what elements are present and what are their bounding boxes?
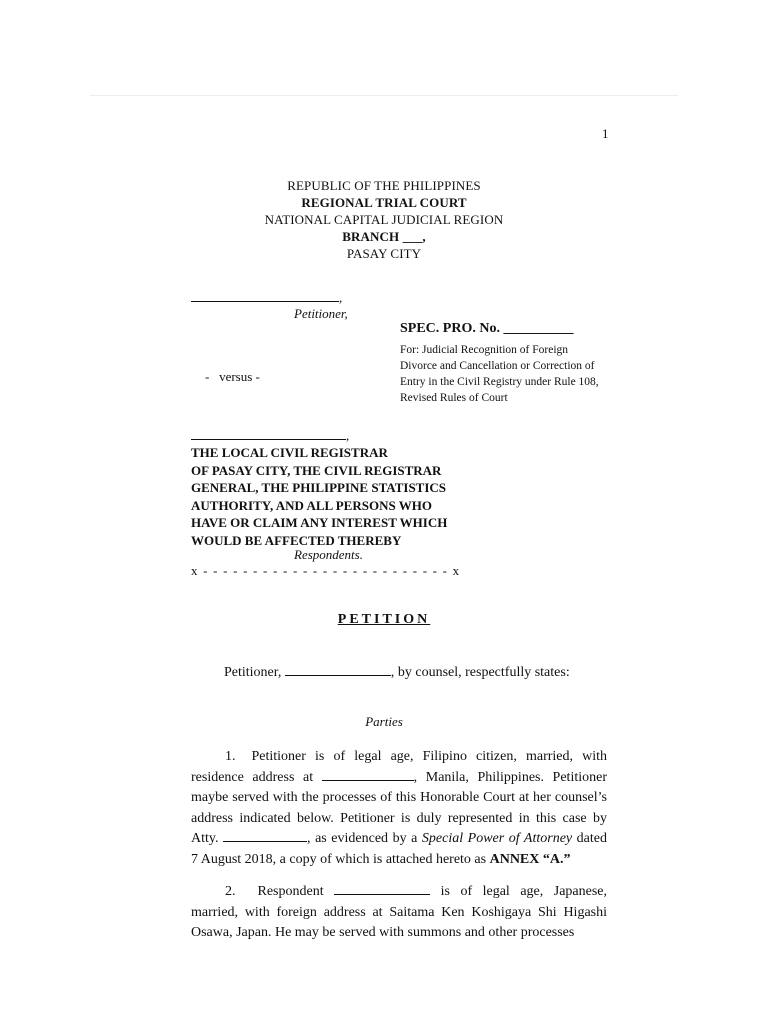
respondent-line: WOULD BE AFFECTED THEREBY: [191, 532, 402, 548]
paragraph-2: 2. Respondent is of legal age, Japanese, married, with foreign address at Saitama Ken Koshigaya Shi Higashi Osawa, Japan. He may be served with summons and other processes: [191, 884, 607, 940]
header-region: NATIONAL CAPITAL JUDICIAL REGION: [264, 212, 504, 227]
respondent-line: OF PASAY CITY, THE CIVIL REGISTRAR: [191, 462, 442, 478]
respondent-blank-line: [191, 439, 346, 440]
caption-x-line: x - - - - - - - - - - - - - - - - - - - - - - - - - x: [191, 563, 461, 578]
petitioner-name-blank: ,: [191, 290, 342, 306]
versus-label: - versus -: [205, 369, 260, 384]
address-blank-line: [322, 780, 414, 781]
paragraph-1-number: 1.: [225, 749, 236, 764]
document-title: PETITION: [337, 612, 431, 627]
respondent-line: GENERAL, THE PHILIPPINE STATISTICS: [191, 480, 447, 495]
petitioner-blank-line: [191, 301, 339, 302]
respondent-line: HAVE OR CLAIM ANY INTEREST WHICH: [191, 515, 448, 530]
respondent-name-blank: ,: [191, 428, 349, 444]
respondent-line: AUTHORITY, AND ALL PERSONS WHO: [191, 497, 432, 513]
header-city: PASAY CITY: [346, 246, 422, 261]
page-top-rule: [90, 95, 678, 96]
intro-line: Petitioner, , by counsel, respectfully states:: [224, 665, 570, 680]
header-branch: BRANCH ___,: [342, 229, 426, 244]
respondents-role: Respondents.: [294, 547, 363, 562]
header-republic: REPUBLIC OF THE PHILIPPINES: [287, 178, 481, 193]
page-number: 1: [602, 126, 609, 141]
respondents-list: [191, 444, 447, 549]
annex-a-label: ANNEX “A.”: [489, 851, 571, 867]
case-number: SPEC. PRO. No. __________: [400, 321, 574, 336]
section-heading-parties: Parties: [365, 714, 403, 729]
respondent-line: THE LOCAL CIVIL REGISTRAR: [191, 445, 388, 460]
attorney-blank-line: [223, 841, 307, 842]
respondent-blank-line-2: [334, 894, 430, 895]
case-description: For: Judicial Recognition of Foreign Divorce and Cancellation or Correction of Entry in the Civil Registry under Rule 108, Revised Rules of Court: [400, 344, 599, 404]
header-court: REGIONAL TRIAL COURT: [301, 195, 467, 210]
intro-blank-line: [285, 675, 391, 676]
court-header: [0, 177, 768, 262]
paragraph-2-number: 2.: [225, 884, 236, 899]
paragraph-1: 1. Petitioner is of legal age, Filipino citizen, married, with residence address at , Manila, Philippines. Petitioner maybe served with the processes of this Honorable Court at her counsel’s address indicated below. Petitioner is duly represented in this case by Atty. , as evidenced by a Special Power of Attorney dated 7 August 2018, a copy of which is attached hereto as ANNEX “A.”: [191, 749, 608, 867]
petitioner-role: Petitioner,: [294, 306, 348, 321]
